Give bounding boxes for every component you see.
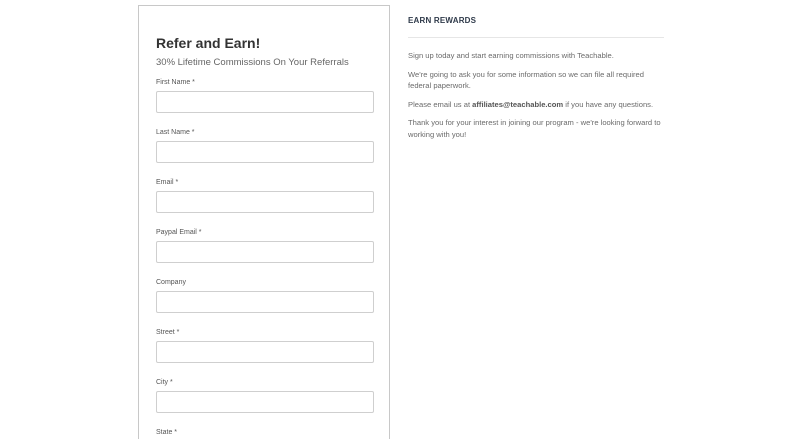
affiliate-signup-form [138,5,390,439]
paypal-email-input[interactable] [156,241,374,263]
city-field-group [156,378,372,413]
email-input[interactable] [156,191,374,213]
intro-paragraph: Sign up today and start earning commissions with Teachable. [408,51,614,60]
company-field-group [156,278,372,313]
email-field-group [156,178,372,213]
street-field-group [156,328,372,363]
last-name-input[interactable] [156,141,374,163]
first-name-label: First Name * [156,79,195,86]
contact-text-after: if you have any questions. [563,99,654,109]
company-label: Company [156,279,186,286]
paypal-email-field-group [156,228,372,263]
company-input[interactable] [156,291,374,313]
form-fields [156,78,372,439]
state-label: State * [156,429,178,436]
contact-paragraph [408,99,664,111]
first-name-input[interactable] [156,91,374,113]
contact-text-before: Please email us at [408,99,473,109]
street-input[interactable] [156,341,374,363]
state-field-group [156,428,372,439]
paypal-email-label: Paypal Email * [156,229,202,236]
street-label: Street * [156,329,180,336]
thank-you-paragraph: Thank you for your interest in joining our program - we're looking forward to working with you! [408,118,661,139]
city-input[interactable] [156,391,374,413]
city-label: City * [156,379,173,386]
email-label: Email * [156,179,179,186]
affiliates-email-link[interactable]: affiliates@teachable.com [472,99,564,109]
earn-rewards-heading: EARN REWARDS [408,15,664,38]
paperwork-paragraph: We're going to ask you for some information so we can file all required federal paperwork. [408,69,644,90]
first-name-field-group [156,78,372,113]
last-name-field-group [156,128,372,163]
form-title: Refer and Earn! [156,35,261,51]
earn-rewards-panel [408,15,664,140]
last-name-label: Last Name * [156,129,195,136]
form-subtitle: 30% Lifetime Commissions On Your Referrals [156,57,349,68]
